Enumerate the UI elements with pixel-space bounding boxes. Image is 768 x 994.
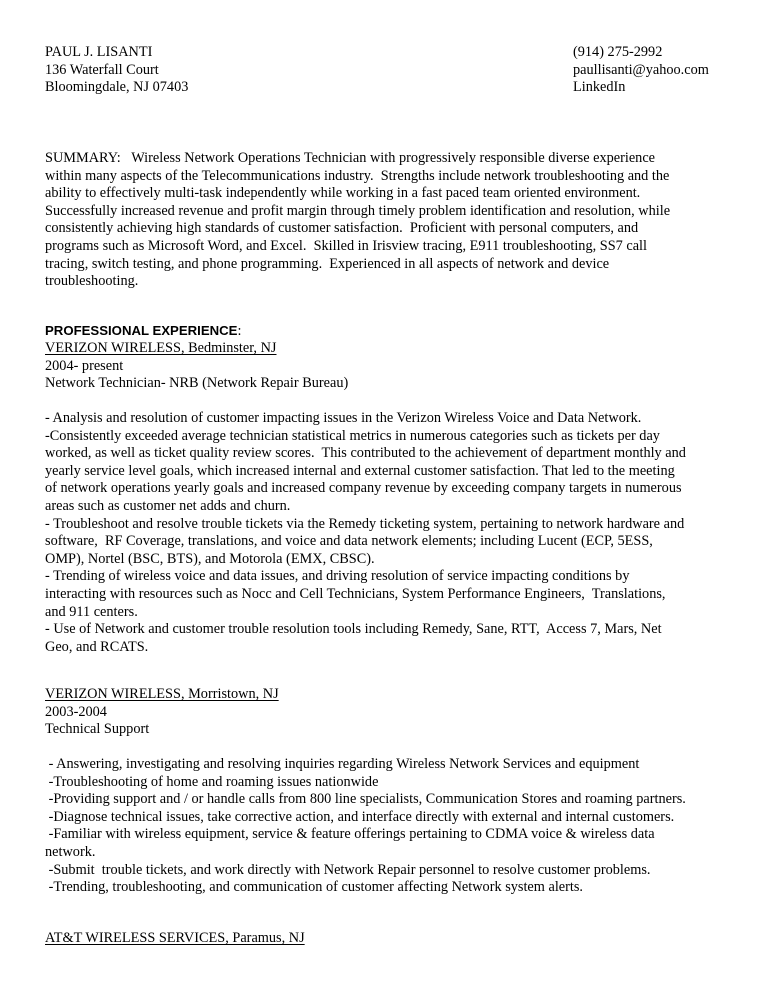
summary-line: tracing, switch testing, and phone programming. Experienced in all aspects of network and device — [45, 255, 610, 272]
duty-line: software, RF Coverage, translations, and voice and data network elements; including Lucent (ECP, 5ESS, — [45, 533, 653, 550]
job-dates: 2003-2004 — [45, 703, 107, 720]
duty-line: network. — [45, 843, 96, 860]
job-entry — [45, 686, 279, 739]
contact-block — [45, 44, 188, 97]
duty-line: of network operations yearly goals and increased company revenue by exceeding company targets in numerous — [45, 480, 682, 497]
job-title: Technical Support — [45, 721, 150, 738]
duty-line: - Trending of wireless voice and data issues, and driving resolution of service impacting conditions by — [45, 568, 630, 585]
summary-line: programs such as Microsoft Word, and Excel. Skilled in Irisview tracing, E911 troubleshooting, SS7 call — [45, 237, 647, 254]
job-dates: 2004- present — [45, 357, 124, 374]
job-employer: VERIZON WIRELESS, Bedminster, NJ — [45, 340, 277, 356]
duty-line: -Diagnose technical issues, take corrective action, and interface directly with external and internal customers. — [45, 808, 675, 825]
address-line-2: Bloomingdale, NJ 07403 — [45, 79, 189, 96]
duty-line: -Providing support and / or handle calls from 800 line specialists, Communication Stores and roaming partners. — [45, 791, 686, 808]
duty-line: - Analysis and resolution of customer impacting issues in the Verizon Wireless Voice and Data Network. — [45, 410, 642, 426]
job-employer: VERIZON WIRELESS, Morristown, NJ — [45, 686, 279, 702]
duty-line: yearly service level goals, which increased internal and external customer satisfaction. That led to the meeting — [45, 462, 675, 479]
summary-line: within many aspects of the Telecommunications industry. Strengths include network troubleshooting and the — [45, 167, 670, 184]
section-heading-experience — [45, 322, 241, 341]
duty-line: OMP), Nortel (BSC, BTS), and Motorola (EMX, CBSC). — [45, 550, 375, 567]
duty-line: -Submit trouble tickets, and work directly with Network Repair personnel to resolve customer problems. — [45, 861, 651, 878]
duty-line: - Use of Network and customer trouble resolution tools including Remedy, Sane, RTT, Access 7, Mars, Net — [45, 621, 662, 638]
duty-line: and 911 centers. — [45, 603, 138, 620]
duty-line: - Troubleshoot and resolve trouble tickets via the Remedy ticketing system, pertaining to network hardware and — [45, 515, 685, 532]
contact-details — [573, 44, 709, 97]
duty-line: -Familiar with wireless equipment, service & feature offerings pertaining to CDMA voice & wireless data — [45, 826, 655, 843]
address-line-1: 136 Waterfall Court — [45, 61, 159, 78]
summary-line: Successfully increased revenue and profit margin through timely problem identification and resolution, while — [45, 202, 671, 219]
duty-line: interacting with resources such as Nocc and Cell Technicians, System Performance Engineers, Translations, — [45, 585, 666, 602]
linkedin-link[interactable]: LinkedIn — [573, 79, 626, 96]
job-entry — [45, 340, 348, 393]
summary-line: SUMMARY: Wireless Network Operations Technician with progressively responsible diverse experience — [45, 150, 656, 166]
summary-line: consistently achieving high standards of customer satisfaction. Proficient with personal computers, and — [45, 220, 639, 237]
summary-line: ability to effectively multi-task independently while working in a fast paced team oriented environment. — [45, 185, 641, 202]
job-duties — [45, 410, 735, 656]
job-employer: AT&T WIRELESS SERVICES, Paramus, NJ — [45, 930, 305, 946]
duty-line: -Consistently exceeded average technician statistical metrics in numerous categories such as tickets per day — [45, 427, 660, 444]
summary-section — [45, 150, 735, 291]
duty-line: Geo, and RCATS. — [45, 638, 149, 655]
duty-line: -Troubleshooting of home and roaming issues nationwide — [45, 773, 379, 790]
job-title: Network Technician- NRB (Network Repair Bureau) — [45, 375, 349, 392]
email-address: paullisanti@yahoo.com — [573, 61, 709, 78]
section-heading-colon: : — [237, 323, 242, 339]
duty-line: - Answering, investigating and resolving inquiries regarding Wireless Network Services and equipment — [45, 756, 640, 772]
duty-line: worked, as well as ticket quality review scores. This contributed to the achievement of department monthly and — [45, 445, 686, 462]
duty-line: areas such as customer net adds and churn. — [45, 497, 291, 514]
section-heading-label: PROFESSIONAL EXPERIENCE — [45, 323, 238, 338]
applicant-name: PAUL J. LISANTI — [45, 44, 153, 60]
duty-line: -Trending, troubleshooting, and communication of customer affecting Network system alerts. — [45, 879, 584, 896]
summary-line: troubleshooting. — [45, 273, 139, 290]
job-entry — [45, 930, 305, 948]
phone-number: (914) 275-2992 — [573, 44, 663, 60]
job-duties — [45, 756, 735, 897]
